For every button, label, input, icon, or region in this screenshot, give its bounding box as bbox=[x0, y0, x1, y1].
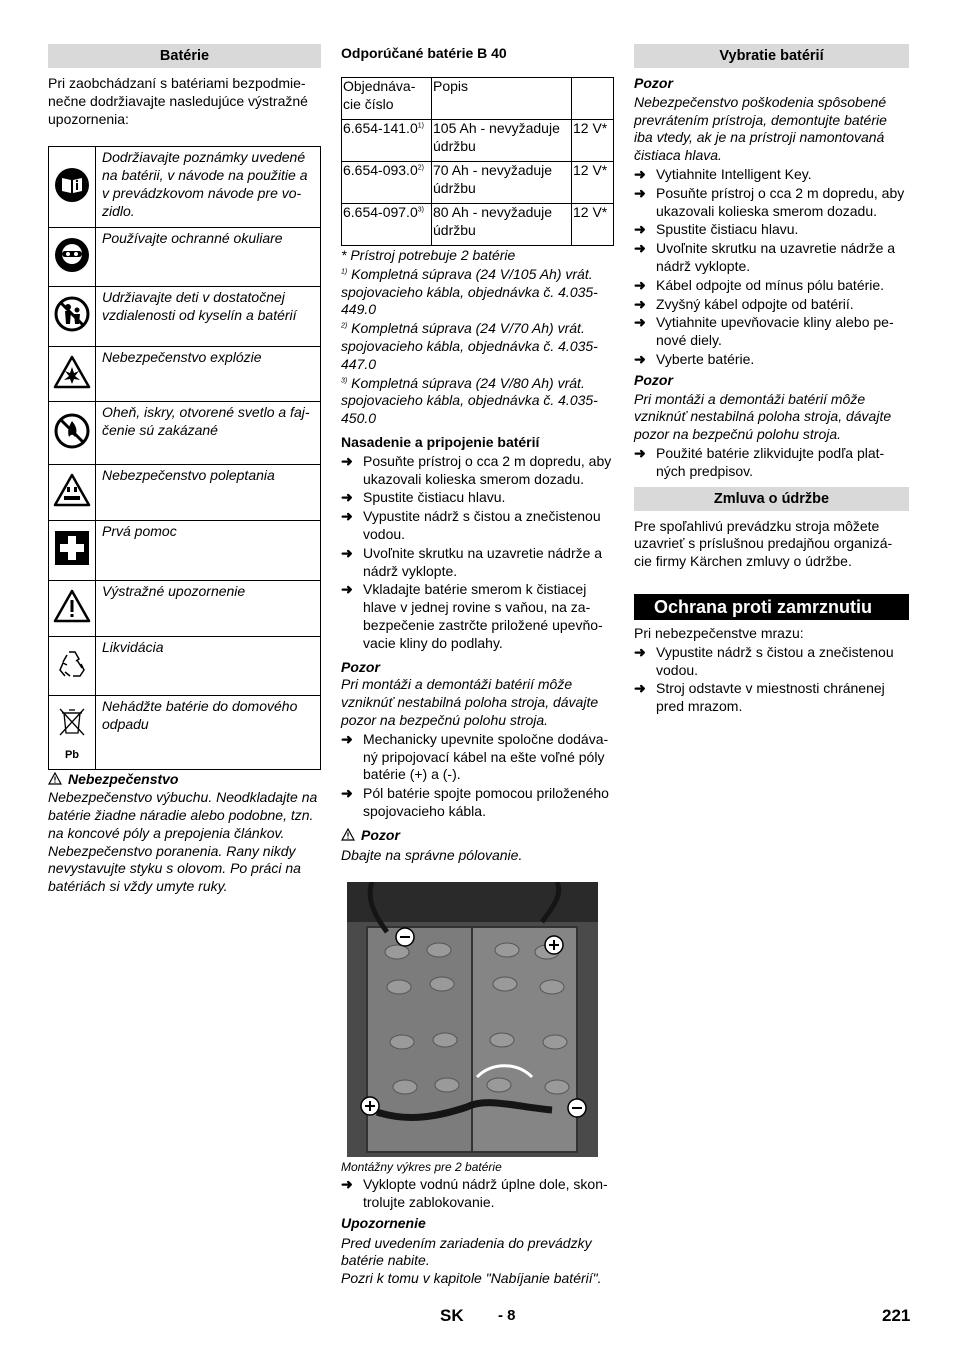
arrow-right-icon: ➜ bbox=[634, 350, 646, 367]
steps-list bbox=[634, 166, 909, 369]
note-text: Pred uvedením zariadenia do prevádzky batérie nabite. bbox=[341, 1234, 592, 1269]
caution-text: Pri montáži a demontáži batérií môže vzniknúť nestabilná poloha stroja, dávajte pozor na bezpečnú polohu stroja. bbox=[341, 676, 599, 728]
symbol-text: Výstražné upozornenie bbox=[96, 581, 321, 637]
arrow-right-icon: ➜ bbox=[634, 643, 646, 660]
note-title: Upozornenie bbox=[341, 1214, 426, 1231]
battery-description: 80 Ah - nevyžaduje údržbu bbox=[432, 204, 572, 246]
symbol-row bbox=[49, 521, 321, 581]
symbol-row bbox=[49, 287, 321, 347]
list-item: ➜ Vypustite nádrž s čistou a znečistenou vodou. bbox=[341, 508, 601, 542]
corrosion-icon bbox=[53, 473, 91, 507]
no-children-icon bbox=[54, 296, 90, 332]
explosion-icon bbox=[53, 355, 91, 389]
arrow-right-icon: ➜ bbox=[634, 295, 646, 312]
arrow-right-icon: ➜ bbox=[634, 184, 646, 201]
battery-voltage: 12 V* bbox=[572, 162, 614, 204]
table-row bbox=[342, 162, 614, 204]
list-item: ➜ Vyberte batérie. bbox=[634, 350, 755, 367]
arrow-right-icon: ➜ bbox=[634, 240, 646, 257]
caution-title: Pozor bbox=[341, 658, 380, 675]
order-number: 6.654-093.0 bbox=[343, 162, 418, 178]
list-item: ➜ Použité batérie zlikvidujte podľa plat-ných predpisov. bbox=[634, 444, 885, 479]
pb-label: Pb bbox=[64, 748, 80, 761]
symbol-row bbox=[49, 581, 321, 637]
arrow-right-icon: ➜ bbox=[634, 276, 646, 293]
footnote: $^{2)}$ Kompletná súprava (24 V/70 Ah) vrát. spojovacieho kábla, objednávka č. 4.035-447.0 bbox=[341, 320, 598, 372]
goggles-icon bbox=[54, 237, 90, 273]
footnote: $^{1)}$ Kompletná súprava (24 V/105 Ah) vrát. spojovacieho kábla, objednávka č. 4.035-449.0 bbox=[341, 265, 598, 318]
footer-language: SK bbox=[440, 1306, 464, 1325]
list-item: ➜ Vkladajte batérie smerom k čistiacej hlave v jednej rovine s vaňou, na za-bezpečenie zastrčte priložené upevňo-vacie kliny do podlahy. bbox=[341, 581, 603, 651]
symbol-row bbox=[49, 465, 321, 521]
arrow-right-icon: ➜ bbox=[634, 680, 646, 697]
sub-heading-insert-connect: Nasadenie a pripojenie batérií bbox=[341, 433, 540, 450]
list-item: ➜ Uvoľnite skrutku na uzavretie nádrže a nádrž vyklopte. bbox=[634, 240, 896, 274]
list-item: ➜ Vypustite nádrž s čistou a znečistenou vodou. bbox=[634, 643, 894, 678]
recycle-icon bbox=[54, 646, 90, 682]
arrow-right-icon: ➜ bbox=[341, 544, 353, 561]
battery-photo-illustration bbox=[347, 882, 598, 1157]
list-item: ➜ Uvoľnite skrutku na uzavretie nádrže a nádrž vyklopte. bbox=[341, 544, 603, 579]
list-item: ➜ Posuňte prístroj o cca 2 m dopredu, aby ukazovali kolieska smerom dozadu. bbox=[341, 452, 612, 487]
symbol-row bbox=[49, 147, 321, 228]
arrow-right-icon: ➜ bbox=[634, 165, 646, 182]
table-header-row bbox=[342, 78, 614, 120]
intro-text: Pri zaobchádzaní s batériami bezpodmie-nečne dodržiavajte nasledujúce výstražné upozornenia: bbox=[48, 75, 308, 127]
contract-text: Pre spoľahlivú prevádzku stroja môžete uzavrieť s príslušnou predajňou organizá-cie firmy Kärchen zmluvy o údržbe. bbox=[634, 517, 893, 570]
symbol-row bbox=[49, 696, 321, 770]
arrow-right-icon: ➜ bbox=[341, 785, 353, 802]
note-star: * Prístroj potrebuje 2 batérie bbox=[341, 247, 516, 263]
list-item: ➜ Posuňte prístroj o cca 2 m dopredu, aby ukazovali kolieska smerom dozadu. bbox=[634, 184, 905, 219]
battery-table bbox=[341, 77, 614, 246]
list-item: ➜ Stroj odstavte v miestnosti chránenej pred mrazom. bbox=[634, 680, 885, 715]
table-header-cell bbox=[572, 78, 614, 120]
section-heading-batteries: Batérie bbox=[48, 44, 321, 68]
caution-text: Nebezpečenstvo poškodenia spôsobené prevrátením prístroja, demontujte batérie iba vtedy, ak je na prístroji namontovaná čistiaca hlava. bbox=[634, 93, 887, 164]
section-heading-maintenance-contract: Zmluva o údržbe bbox=[634, 487, 909, 511]
battery-description: 70 Ah - nevyžaduje údržbu bbox=[432, 162, 572, 204]
battery-voltage: 12 V* bbox=[572, 204, 614, 246]
column-right bbox=[634, 44, 909, 716]
crossed-bin-icon bbox=[54, 705, 90, 745]
symbol-row bbox=[49, 228, 321, 287]
arrow-right-icon: ➜ bbox=[341, 452, 353, 469]
list-item: ➜ Kábel odpojte od mínus pólu batérie. bbox=[634, 276, 885, 293]
warning-icon bbox=[341, 828, 355, 841]
table-header-cell: Popis bbox=[432, 78, 572, 120]
list-item: ➜ Pól batérie spojte pomocou priloženého spojovacieho kábla. bbox=[341, 785, 609, 819]
section-heading-battery-removal: Vybratie batérií bbox=[634, 44, 909, 68]
caution-title: Pozor bbox=[634, 75, 673, 91]
note-text: Pozri k tomu v kapitole "Nabíjanie batérií". bbox=[341, 1270, 602, 1287]
no-fire-icon bbox=[54, 413, 90, 449]
symbol-text: Udržiavajte deti v dostatočnej vzdialenosti od kyselín a batérií bbox=[96, 287, 321, 347]
symbol-text: Likvidácia bbox=[96, 637, 321, 696]
steps-list bbox=[634, 445, 909, 481]
arrow-right-icon: ➜ bbox=[634, 444, 646, 461]
symbol-text: Používajte ochranné okuliare bbox=[96, 228, 321, 287]
table-row bbox=[342, 204, 614, 246]
symbol-row bbox=[49, 347, 321, 402]
danger-title: Nebezpečenstvo bbox=[68, 771, 179, 788]
caution-title: Pozor bbox=[634, 371, 673, 388]
caution-text: Pri montáži a demontáži batérií môže vzniknúť nestabilná poloha stroja, dávajte pozor na bezpečnú polohu stroja. bbox=[634, 390, 892, 443]
order-number: 6.654-097.0 bbox=[343, 204, 418, 220]
photo-caption: Montážny výkres pre 2 batérie bbox=[341, 1160, 502, 1175]
steps-list bbox=[341, 1176, 614, 1212]
battery-description: 105 Ah - nevyžaduje údržbu bbox=[432, 120, 572, 162]
steps-list bbox=[341, 731, 614, 821]
list-item: ➜ Spustite čistiacu hlavu. bbox=[634, 221, 799, 238]
section-heading-recommended-batteries: Odporúčané batérie B 40 bbox=[341, 45, 507, 61]
arrow-right-icon: ➜ bbox=[634, 314, 646, 331]
symbol-text: Nehádžte batérie do domového odpadu bbox=[96, 696, 321, 770]
list-item: ➜ Mechanicky upevnite spoločne dodáva-ný pripojovací kábel na ešte voľné póly batérie (+) a (-). bbox=[341, 730, 609, 783]
arrow-right-icon: ➜ bbox=[341, 730, 353, 747]
section-heading-frost-protection: Ochrana proti zamrznutiu bbox=[634, 594, 909, 620]
arrow-right-icon: ➜ bbox=[341, 581, 353, 598]
footnote-mark: 2) bbox=[417, 164, 424, 172]
warning-icon bbox=[53, 589, 91, 623]
symbol-row bbox=[49, 637, 321, 696]
arrow-right-icon: ➜ bbox=[634, 221, 646, 238]
safety-symbols-table bbox=[48, 146, 321, 770]
list-item: ➜ Vyklopte vodnú nádrž úplne dole, skon-trolujte zablokovanie. bbox=[341, 1176, 608, 1211]
battery-voltage: 12 V* bbox=[572, 120, 614, 162]
footer-page-number: 221 bbox=[882, 1306, 911, 1325]
symbol-text: Dodržiavajte poznámky uvedené na batérii, v návode na použitie a v prevádzkovom návode pre vo-zidlo. bbox=[96, 147, 321, 228]
symbol-text: Prvá pomoc bbox=[96, 521, 321, 581]
warning-icon bbox=[48, 772, 62, 785]
danger-title-row bbox=[48, 771, 321, 789]
list-item: ➜ Vytiahnite upevňovacie kliny alebo pe-nové diely. bbox=[634, 314, 894, 349]
steps-list bbox=[341, 453, 614, 653]
table-header-cell: Objednáva-cie číslo bbox=[342, 78, 432, 120]
list-item: ➜ Spustite čistiacu hlavu. bbox=[341, 489, 506, 506]
steps-list bbox=[634, 644, 909, 716]
symbol-text: Nebezpečenstvo poleptania bbox=[96, 465, 321, 521]
column-left bbox=[48, 44, 321, 896]
danger-text: Nebezpečenstvo výbuchu. Neodkladajte na batérie žiadne náradie alebo podobne, tzn. na koncové póly a prepojenia článkov. Nebezpečenstvo poranenia. Rany nikdy nevystavujte styku s olovom. Po práci na batériách si vždy umyte ruky. bbox=[48, 789, 318, 895]
footnote: $^{3)}$ Kompletná súprava (24 V/80 Ah) vrát. spojovacieho kábla, objednávka č. 4.035-450.0 bbox=[341, 374, 598, 427]
footnote-mark: 3) bbox=[417, 206, 424, 214]
arrow-right-icon: ➜ bbox=[341, 508, 353, 525]
battery-installation-photo bbox=[347, 882, 598, 1157]
column-middle bbox=[341, 44, 614, 1288]
symbol-row bbox=[49, 402, 321, 465]
footer-local-page: - 8 bbox=[498, 1307, 516, 1324]
first-aid-icon bbox=[54, 530, 90, 566]
caution-text: Dbajte na správne pólovanie. bbox=[341, 846, 523, 863]
symbol-text: Oheň, iskry, otvorené svetlo a faj-čenie sú zakázané bbox=[96, 402, 321, 465]
table-row bbox=[342, 120, 614, 162]
arrow-right-icon: ➜ bbox=[341, 489, 353, 506]
footnote-mark: 1) bbox=[417, 122, 424, 130]
caution-title-row: Pozor bbox=[341, 827, 614, 845]
list-item: ➜ Zvyšný kábel odpojte od batérií. bbox=[634, 295, 854, 312]
order-number: 6.654-141.0 bbox=[343, 120, 418, 136]
manual-info-icon bbox=[54, 167, 90, 203]
list-item: ➜ Vytiahnite Intelligent Key. bbox=[634, 165, 812, 182]
symbol-text: Nebezpečenstvo explózie bbox=[96, 347, 321, 402]
frost-intro: Pri nebezpečenstve mrazu: bbox=[634, 624, 804, 641]
arrow-right-icon: ➜ bbox=[341, 1176, 353, 1193]
